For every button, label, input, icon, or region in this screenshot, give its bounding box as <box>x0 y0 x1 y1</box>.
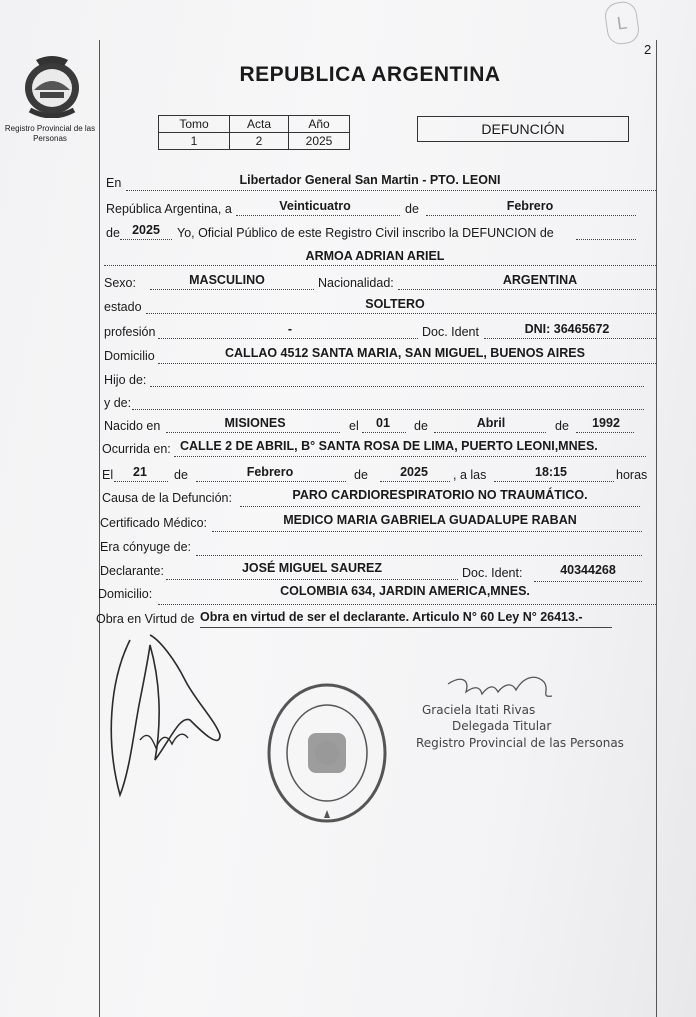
deceased-name-line <box>104 265 656 266</box>
a-las-label: , a las <box>453 468 487 482</box>
y-de-line <box>132 409 644 410</box>
def-time-value: 18:15 <box>535 465 567 479</box>
obra-underline <box>200 627 612 628</box>
causa-value: PARO CARDIORESPIRATORIO NO TRAUMÁTICO. <box>292 488 588 502</box>
decl-doc-value: 40344268 <box>560 563 616 577</box>
def-time-line <box>494 481 614 482</box>
table-header-tomo: Tomo <box>159 116 230 133</box>
sexo-value: MASCULINO <box>189 273 265 287</box>
republica-label: República Argentina, a <box>106 202 232 216</box>
domicilio-label: Domicilio <box>104 349 155 363</box>
table-header-ano: Año <box>289 116 350 133</box>
certificado-line <box>212 531 642 532</box>
decl-domicilio-line <box>158 604 656 605</box>
conyuge-line <box>196 555 642 556</box>
nac-year-value: 1992 <box>592 416 620 430</box>
nac-month-line <box>434 432 546 433</box>
decl-domicilio-value: COLOMBIA 634, JARDIN AMERICA,MNES. <box>280 584 530 598</box>
declarante-value: JOSÉ MIGUEL SAUREZ <box>241 561 383 575</box>
acta-reference-table <box>158 115 350 150</box>
en-label: En <box>106 176 122 190</box>
estado-label: estado <box>104 300 142 314</box>
def-day-value: 21 <box>133 465 147 479</box>
profesion-line <box>158 338 418 339</box>
decl-doc-label: Doc. Ident: <box>462 566 523 580</box>
table-value-ano: 2025 <box>289 133 350 150</box>
official-office: Registro Provincial de las Personas <box>416 736 624 750</box>
month-value: Febrero <box>506 199 554 213</box>
estado-line <box>146 313 656 314</box>
decl-domicilio-label: Domicilio: <box>98 587 153 601</box>
provincial-registry-logo <box>20 52 84 118</box>
def-year-value: 2025 <box>400 465 428 479</box>
def-day-line <box>114 481 168 482</box>
place-value: Libertador General San Martin - PTO. LEONI <box>239 173 501 187</box>
nac-month-value: Abril <box>476 416 506 430</box>
document-type-box: DEFUNCIÓN <box>417 116 629 142</box>
def-de-label: de <box>174 468 188 482</box>
nacionalidad-line <box>398 289 656 290</box>
yo-text: Yo, Oficial Público de este Registro Civil inscribo la DEFUNCION de <box>177 226 554 240</box>
ocurrida-value: CALLE 2 DE ABRIL, B° SANTA ROSA DE LIMA, PUERTO LEONI,MNES. <box>180 439 598 453</box>
sexo-label: Sexo: <box>104 276 136 290</box>
el-label: el <box>349 419 359 433</box>
obra-value: Obra en virtud de ser el declarante. Articulo N° 60 Ley N° 26413.- <box>200 610 583 624</box>
def-month-line <box>196 481 346 482</box>
corner-handwritten-mark: L <box>603 0 641 46</box>
declarante-line <box>166 579 458 580</box>
doc-ident-value: DNI: 36465672 <box>524 322 610 336</box>
right-margin-line <box>656 40 657 1017</box>
page-title: REPUBLICA ARGENTINA <box>239 63 501 86</box>
def-year-line <box>380 481 450 482</box>
nacido-label: Nacido en <box>104 419 161 433</box>
hijo-line <box>150 386 644 387</box>
handwritten-signature <box>100 620 240 810</box>
doc-ident-label: Doc. Ident <box>422 325 479 339</box>
deceased-name-value: ARMOA ADRIAN ARIEL <box>305 249 445 263</box>
nac-year-line <box>576 432 634 433</box>
yo-line <box>576 239 636 240</box>
profesion-value: - <box>287 322 293 336</box>
month-line <box>426 215 636 216</box>
decl-doc-line <box>534 581 642 582</box>
day-words-value: Veinticuatro <box>279 199 351 213</box>
causa-line <box>240 506 640 507</box>
de-label-1: de <box>405 202 419 216</box>
de-label-2: de <box>106 226 120 240</box>
table-value-acta: 2 <box>230 133 289 150</box>
official-name: Graciela Itati Rivas <box>422 703 536 717</box>
nac-de-label: de <box>414 419 428 433</box>
ocurrida-label: Ocurrida en: <box>102 442 171 456</box>
table-header-acta: Acta <box>230 116 289 133</box>
horas-label: horas <box>616 468 648 482</box>
nac-day-value: 01 <box>376 416 390 430</box>
year-line <box>120 239 172 240</box>
def-month-value: Febrero <box>246 465 294 479</box>
nacionalidad-value: ARGENTINA <box>502 273 578 287</box>
el-label-2: El <box>102 468 114 482</box>
sexo-line <box>150 289 314 290</box>
domicilio-value: CALLAO 4512 SANTA MARIA, SAN MIGUEL, BUENOS AIRES <box>225 346 585 360</box>
year-value: 2025 <box>132 223 160 237</box>
page-number: 2 <box>644 42 652 57</box>
obra-label: Obra en Virtud de <box>96 612 195 626</box>
doc-ident-line <box>484 338 656 339</box>
estado-value: SOLTERO <box>365 297 425 311</box>
conyuge-label: Era cónyuge de: <box>100 540 192 554</box>
certificado-label: Certificado Médico: <box>100 516 207 530</box>
declarante-label: Declarante: <box>100 564 164 578</box>
def-de-label-2: de <box>354 468 368 482</box>
profesion-label: profesión <box>104 325 156 339</box>
nac-day-line <box>362 432 406 433</box>
table-value-tomo: 1 <box>159 133 230 150</box>
causa-label: Causa de la Defunción: <box>102 491 232 505</box>
nacido-en-value: MISIONES <box>224 416 286 430</box>
domicilio-line <box>158 363 656 364</box>
nacido-line <box>166 432 340 433</box>
certificado-value: MEDICO MARIA GABRIELA GUADALUPE RABAN <box>283 513 577 527</box>
logo-caption: Registro Provincial de las Personas <box>4 124 96 143</box>
official-seal <box>262 678 392 828</box>
official-role: Delegada Titular <box>452 719 552 733</box>
y-de-label: y de: <box>104 396 132 410</box>
ocurrida-line <box>174 456 646 457</box>
hijo-label: Hijo de: <box>104 373 147 387</box>
nac-de-label-2: de <box>555 419 569 433</box>
day-words-line <box>236 215 400 216</box>
place-line <box>126 190 656 191</box>
nacionalidad-label: Nacionalidad: <box>318 276 394 290</box>
